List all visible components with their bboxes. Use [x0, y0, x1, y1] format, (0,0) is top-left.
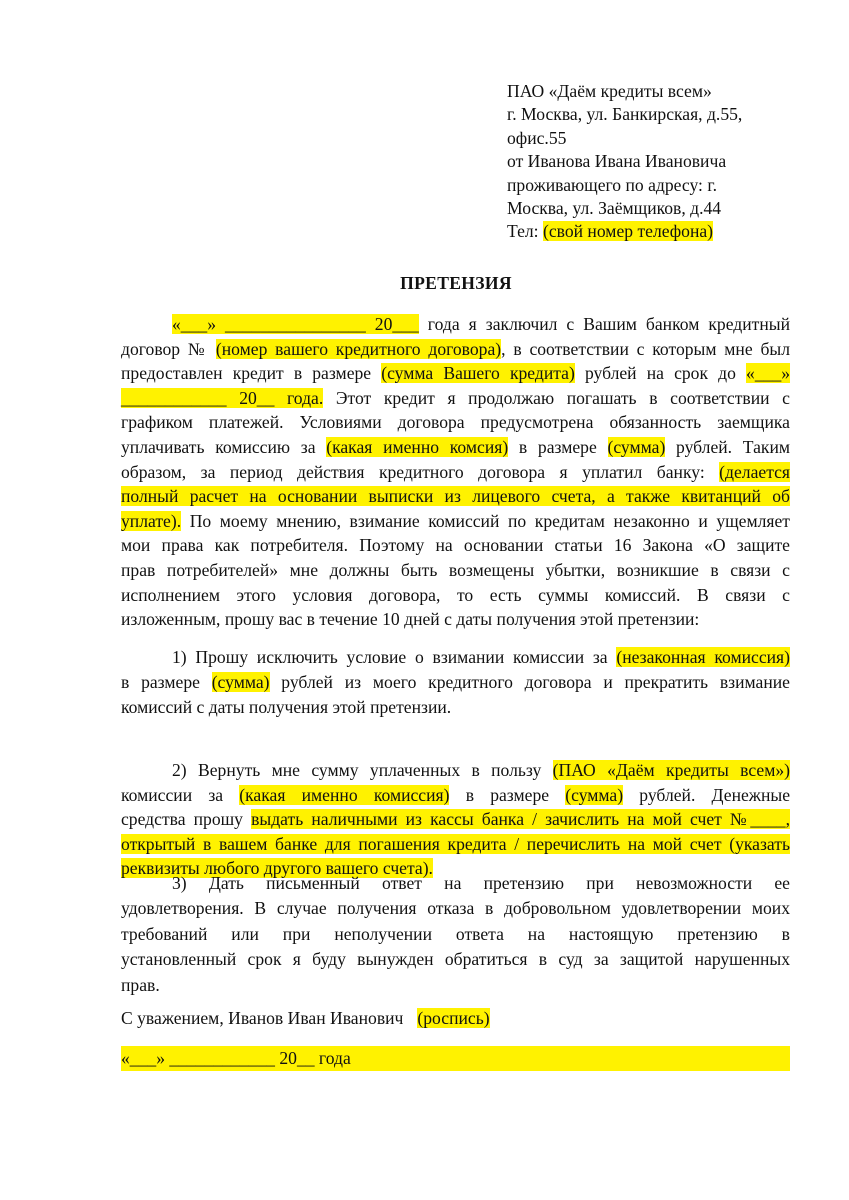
- text-run: 1) Прошу исключить условие о взимании комиссии за: [172, 647, 617, 667]
- bank-address-line: офис.55: [507, 127, 567, 148]
- text-line: 3) Дать письменный ответ на претензию при невозможности ее: [172, 873, 790, 893]
- term-date-placeholder: ____________ 20__ года.: [121, 387, 324, 408]
- bank-placeholder: (ПАО «Даём кредиты всем»): [552, 760, 790, 780]
- text-run: в размере: [508, 436, 608, 457]
- bank-name: ПАО «Даём кредиты всем»: [507, 81, 712, 101]
- text-line: графиком платежей. Условиями договора предусмотрена обязанность заемщика: [121, 412, 790, 433]
- text-line: [121, 484, 790, 509]
- text-run: комиссии за: [121, 784, 240, 805]
- text-line: [121, 460, 790, 485]
- text-line: мои права как потребителя. Поэтому на основании статьи 16 Закона «О защите: [121, 535, 790, 556]
- text-line: [121, 509, 790, 534]
- commission-placeholder: (незаконная комиссия): [616, 647, 790, 667]
- payment-method-placeholder: выдать наличными из кассы банка / зачислить на мой счет №____,: [251, 809, 790, 830]
- text-run: договор №: [121, 338, 216, 359]
- payment-method-placeholder: реквизиты любого другого вашего счета).: [121, 858, 433, 879]
- credit-sum-placeholder: (сумма Вашего кредита): [381, 363, 575, 384]
- text-run: в размере: [449, 784, 566, 805]
- sender-name: от Иванова Ивана Ивановича: [507, 151, 727, 172]
- text-run: предоставлен кредит в размере: [121, 363, 382, 384]
- text-run: , в соответствии с которым мне был: [501, 338, 791, 359]
- claim-paragraph: [121, 312, 790, 632]
- text-line: [121, 361, 790, 386]
- term-date-placeholder: «___»: [746, 363, 791, 384]
- text-run: рублей из моего кредитного договора и прекратить взимание: [269, 672, 790, 692]
- text-line: прав потребителей» мне должны быть возмещены убытки, возникшие в связи с: [121, 559, 790, 580]
- text-line: требований или при неполучении ответа на настоящую претензию в: [121, 923, 790, 944]
- text-run: рублей. Таким: [665, 436, 791, 457]
- commission-type-placeholder: (какая именно комсия): [326, 436, 509, 457]
- text-run: года я заключил с Вашим банком кредитный: [418, 314, 790, 334]
- request-item-2: [121, 758, 790, 881]
- text-line: [121, 435, 790, 460]
- calculation-placeholder: уплате).: [121, 510, 182, 531]
- date-placeholder-line: «___» ____________ 20__ года: [121, 1046, 790, 1071]
- text-run: Этот кредит я продолжаю погашать в соответствии с: [323, 387, 790, 408]
- sender-address-line: проживающего по адресу: г.: [507, 174, 717, 195]
- text-line: [121, 670, 790, 695]
- text-line: исполнением этого условия договора, то есть суммы комиссий. В связи с: [121, 584, 790, 605]
- text-line: [121, 807, 790, 832]
- text-line: установленный срок я буду вынужден обратиться в суд за защитой нарушенных: [121, 949, 790, 970]
- text-line: [121, 645, 790, 670]
- text-run: рублей. Денежные: [623, 784, 791, 805]
- addressee-block: [507, 80, 777, 244]
- text-line: [121, 783, 790, 808]
- request-item-3: [121, 871, 790, 998]
- text-line: комиссий с даты получения этой претензии.: [121, 697, 452, 717]
- phone-line: [507, 220, 777, 243]
- text-line: [121, 312, 790, 337]
- signature-placeholder: (роспись): [417, 1008, 490, 1028]
- request-item-1: [121, 645, 790, 720]
- signature-text: С уважением, Иванов Иван Иванович: [121, 1008, 404, 1028]
- text-run: рублей на срок до: [574, 363, 747, 384]
- text-run: уплачивать комиссию за: [121, 436, 327, 457]
- text-line: прав.: [121, 974, 160, 995]
- text-run: 2) Вернуть мне сумму уплаченных в пользу: [172, 760, 553, 780]
- text-line: [121, 758, 790, 783]
- calculation-placeholder: (делается: [719, 461, 790, 482]
- text-line: изложенным, прошу вас в течение 10 дней с даты получения этой претензии:: [121, 609, 700, 630]
- text-line: удовлетворения. В случае получения отказа в добровольном удовлетворении моих: [121, 898, 790, 919]
- sum-placeholder: (сумма): [565, 784, 624, 805]
- calculation-placeholder: полный расчет на основании выписки из лицевого счета, а также квитанций об: [121, 486, 790, 507]
- sum-placeholder: (сумма): [607, 436, 666, 457]
- signature-line: [121, 1008, 490, 1029]
- text-run: средства прошу: [121, 809, 252, 830]
- contract-number-placeholder: (номер вашего кредитного договора): [215, 338, 502, 359]
- phone-placeholder: (свой номер телефона): [542, 221, 714, 242]
- document-title: ПРЕТЕНЗИЯ: [400, 273, 512, 293]
- text-run: образом, за период действия кредитного договора я уплатил банку:: [121, 461, 720, 482]
- text-line: [121, 832, 790, 857]
- phone-label: Тел:: [507, 221, 539, 242]
- payment-method-placeholder: открытый в вашем банке для погашения кредита / перечислить на мой счет (указать: [121, 833, 790, 854]
- bank-address-line: г. Москва, ул. Банкирская, д.55,: [507, 104, 743, 125]
- sender-address-line: Москва, ул. Заёмщиков, д.44: [507, 198, 722, 219]
- date-placeholder: «___» ________________ 20___: [172, 314, 419, 334]
- text-run: По моему мнению, взимание комиссий по кредитам незаконно и ущемляет: [181, 510, 790, 531]
- sum-placeholder: (сумма): [211, 672, 270, 692]
- text-line: [121, 337, 790, 362]
- text-run: в размере: [121, 672, 212, 692]
- commission-type-placeholder: (какая именно комиссия): [239, 784, 450, 805]
- text-line: [121, 386, 790, 411]
